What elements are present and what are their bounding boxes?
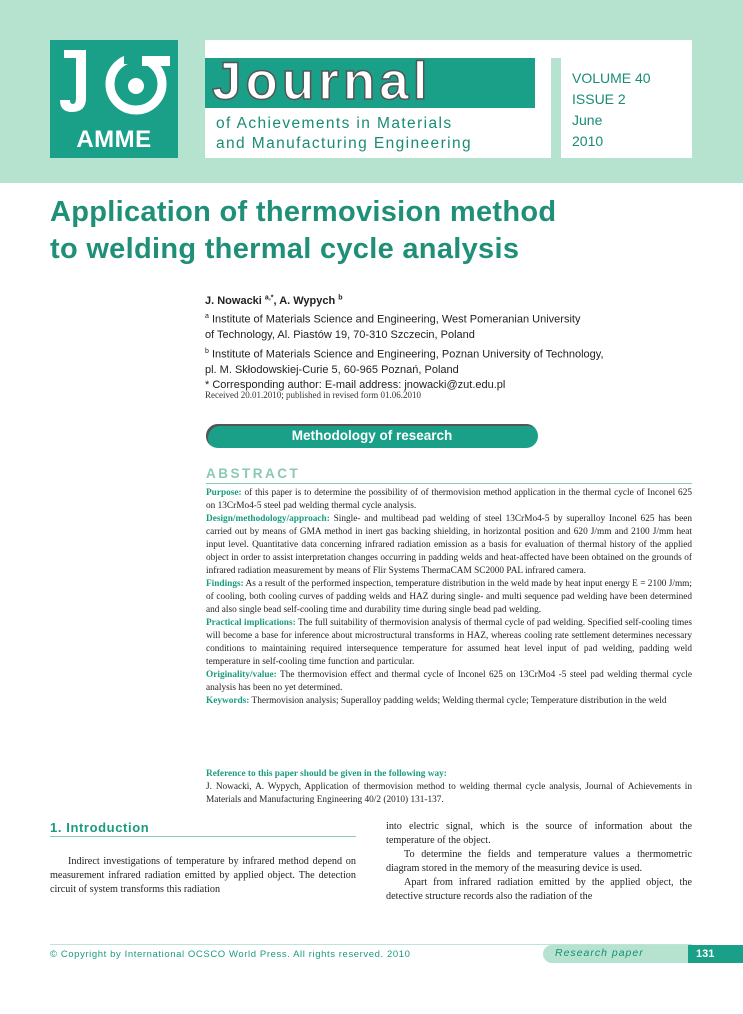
findings-key: Findings: — [206, 579, 244, 589]
design-key: Design/methodology/approach: — [206, 514, 330, 524]
intro-paragraph-2: into electric signal, which is the source of information about the temperature of the object. — [386, 821, 692, 846]
month: June — [572, 112, 603, 128]
paper-type: Research paper — [555, 947, 644, 959]
author-1: J. Nowacki — [205, 294, 262, 307]
author-1-sup: a,* — [264, 294, 274, 301]
aff-b-mark: b — [205, 347, 209, 355]
journal-subtitle-line1: of Achievements in Materials — [216, 115, 453, 132]
article-title-line2: to welding thermal cycle analysis — [50, 233, 520, 265]
journal-word: Journal — [212, 52, 432, 111]
aff-b-line1: Institute of Materials Science and Engineering, Poznan University of Technology, — [211, 348, 604, 361]
article-title-line1: Application of thermovision method — [50, 196, 557, 228]
affiliation-a-2: of Technology, Al. Piastów 19, 70-310 Szczecin, Poland — [205, 329, 475, 342]
volume: VOLUME 40 — [572, 70, 651, 86]
purpose-key: Purpose: — [206, 488, 242, 498]
findings-text: As a result of the performed inspection, temperature distribution in the weld made by heat input energy E = 2100 J/mm; of cooling, both cooling curves of padding welds and HAZ during single- and multi sequence pad welding have been determined and also single bead self-cooling time and durability time during single bead pad welding. — [206, 579, 692, 615]
received-date: Received 20.01.2010; published in revised form 01.06.2010 — [205, 390, 421, 400]
issue-info — [572, 68, 651, 152]
keywords-text: Thermovision analysis; Superalloy padding welds; Welding thermal cycle; Temperature distribution in the weld — [249, 696, 667, 706]
copyright: © Copyright by International OCSCO World Press. All rights reserved. 2010 — [50, 949, 411, 960]
corresponding-author: * Corresponding author: E-mail address: jnowacki@zut.edu.pl — [205, 379, 506, 392]
abstract-rule — [206, 483, 692, 484]
design-text: Single- and multibead pad welding of steel 13CrMo4-5 by superalloy Inconel 625 has been carried out by means of GMA method in inert gas backing shielding, in horizontal position and 620 J/mm and 2100 J/mm heat input level. Quantitative data concerning infrared radiation emission as a basis for evaluation of thermal history of the applied object in order to assist interpretation changes occurring in padding welds and heat-affected have been obtained on the grounds of infrared radiation measurement by means of Flir Systems ThermaCAM SC2000 PAL infrared camera. — [206, 514, 692, 576]
section-heading-introduction: 1. Introduction — [50, 820, 150, 835]
aff-a-line1: Institute of Materials Science and Engineering, West Pomeranian University — [211, 313, 581, 326]
journal-subtitle — [216, 114, 472, 154]
keywords-key: Keywords: — [206, 696, 250, 706]
abstract-heading: ABSTRACT — [206, 466, 301, 481]
aff-a-mark: a — [205, 313, 209, 321]
originality-key: Originality/value: — [206, 670, 277, 680]
abstract-body — [206, 487, 692, 708]
affiliation-b-2: pl. M. Skłodowskiej-Curie 5, 60-965 Poznań, Poland — [205, 363, 459, 376]
practical-text: The full suitability of thermovision analysis of thermal cycle of pad welding. Specified self-cooling times will become a base for inference about microstructural transforms in HAZ, whereas cooling rate settlement determines necessary conditions to maintaining required intersequence temperature for assumed heat level input of pad welding, padding weld temperature in self-cooling time function and particular. — [206, 618, 693, 667]
practical-key: Practical implications: — [206, 618, 296, 628]
header-divider — [551, 58, 561, 158]
year: 2010 — [572, 133, 604, 149]
reference-text: J. Nowacki, A. Wypych, Application of thermovision method to welding thermal cycle analysis, Journal of Achievements in Materials and Manufacturing Engineering 40/2 (2010) 131-137. — [206, 782, 692, 805]
intro-paragraph-1: Indirect investigations of temperature by infrared method depend on measurement infrared radiation emitted by applied object. The detection circuit of system transforms this radiation — [50, 856, 356, 895]
author-2: , A. Wypych — [273, 294, 336, 307]
logo-o-icon — [102, 50, 170, 116]
journal-subtitle-line2: and Manufacturing Engineering — [216, 135, 473, 152]
authors-block — [205, 290, 695, 394]
page-number: 131 — [688, 945, 743, 963]
affiliation-a — [205, 309, 695, 328]
issue: ISSUE 2 — [572, 91, 626, 107]
reference-heading: Reference to this paper should be given in the following way: — [206, 769, 447, 779]
journal-logo — [50, 40, 178, 158]
article-title — [50, 194, 556, 268]
category-badge: Methodology of research — [206, 424, 538, 448]
affiliation-b — [205, 344, 695, 363]
body-column-left — [50, 855, 356, 897]
reference-block — [206, 768, 692, 807]
intro-paragraph-3: To determine the fields and temperature values a thermometric diagram stored in the memory of the measuring device is used. — [386, 849, 692, 874]
originality-text: The thermovision effect and thermal cycle of Inconel 625 on 13CrMo4 -5 steel pad welding thermal cycle analysis has been no yet determined. — [206, 670, 692, 693]
logo-text: AMME — [76, 126, 152, 153]
body-column-right — [386, 820, 692, 904]
author-line — [205, 290, 695, 309]
section-rule — [50, 836, 356, 837]
logo-j-icon — [56, 46, 94, 116]
intro-paragraph-4: Apart from infrared radiation emitted by the applied object, the detective structure records also the radiation of the — [386, 877, 692, 902]
author-2-sup: b — [338, 294, 343, 301]
purpose-text: of this paper is to determine the possibility of of thermovision method application in the thermal cycle of Inconel 625 on 13CrMo4-5 steel pad welding thermal cycle analysis. — [206, 488, 692, 511]
